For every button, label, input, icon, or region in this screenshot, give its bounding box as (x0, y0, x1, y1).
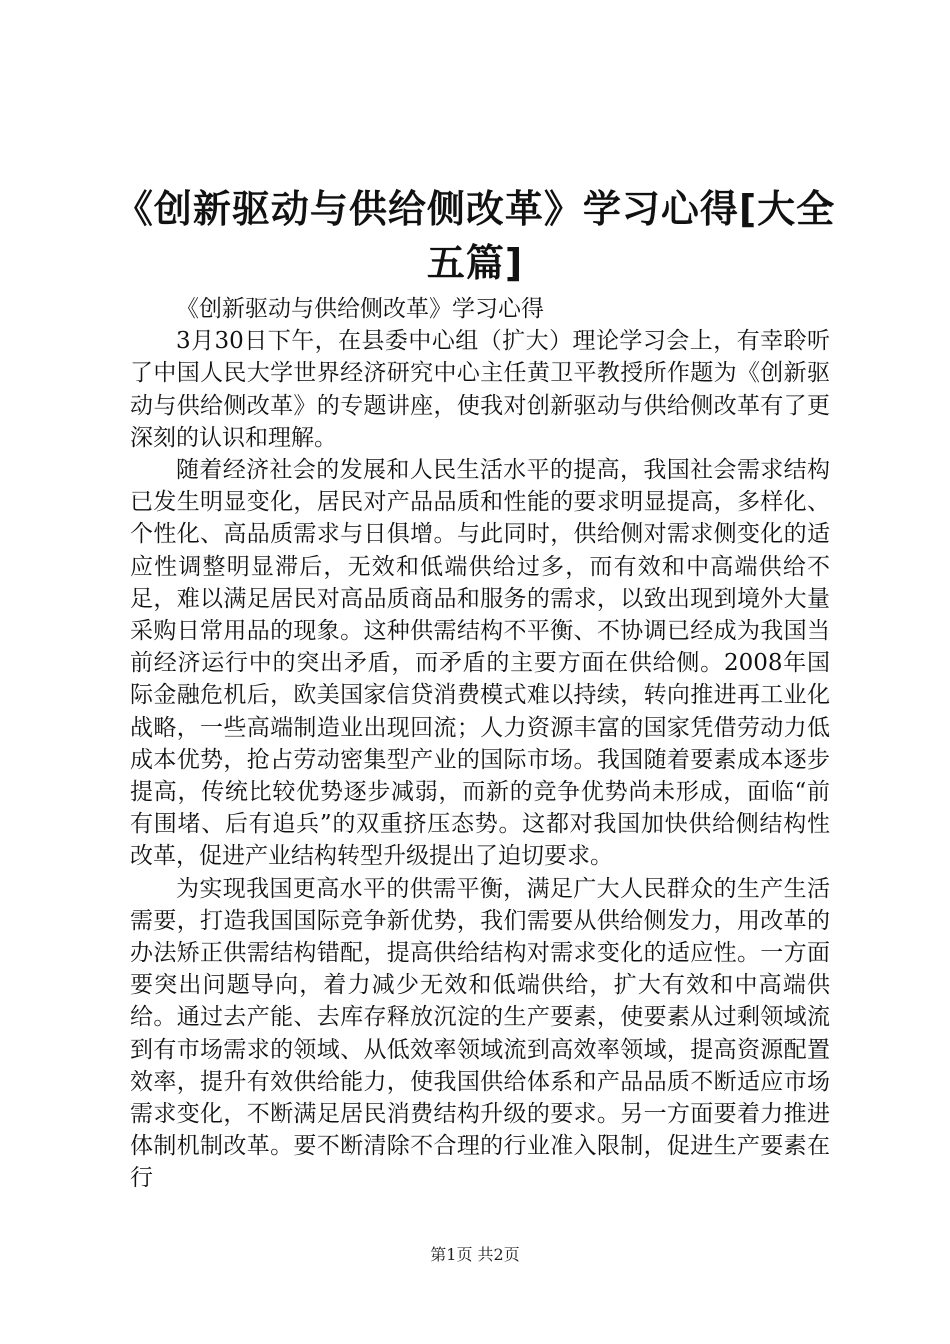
document-subtitle: 《创新驱动与供给侧改革》学习心得 (176, 296, 544, 322)
document-title: 《创新驱动与供给侧改革》学习心得[大全五篇] (114, 187, 836, 285)
page-footer: 第1页 共2页 (430, 1245, 520, 1264)
document-body (130, 293, 830, 1195)
paragraph: 随着经济社会的发展和人民生活水平的提高，我国社会需求结构已发生明显变化，居民对产品品质和性能的要求明显提高，多样化、个性化、高品质需求与日俱增。与此同时，供给侧对需求侧变化的适应性调整明显滞后，无效和低端供给过多，而有效和中高端供给不足，难以满足居民对高品质商品和服务的需求，以致出现到境外大量采购日常用品的现象。这种供需结构不平衡、不协调已经成为我国当前经济运行中的突出矛盾，而矛盾的主要方面在供给侧。2008年国际金融危机后，欧美国家信贷消费模式难以持续，转向推进再工业化战略，一些高端制造业出现回流；人力资源丰富的国家凭借劳动力低成本优势，抢占劳动密集型产业的国际市场。我国随着要素成本逐步提高，传统比较优势逐步减弱，而新的竞争优势尚未形成，面临“前有围堵、后有追兵”的双重挤压态势。这都对我国加快供给侧结构性改革，促进产业结构转型升级提出了迫切要求。 (130, 457, 830, 870)
paragraph: 3月30日下午，在县委中心组（扩大）理论学习会上，有幸聆听了中国人民大学世界经济研究中心主任黄卫平教授所作题为《创新驱动与供给侧改革》的专题讲座，使我对创新驱动与供给侧改革有了更深刻的认识和理解。 (130, 328, 830, 451)
paragraph: 为实现我国更高水平的供需平衡，满足广大人民群众的生产生活需要，打造我国国际竞争新优势，我们需要从供给侧发力，用改革的办法矫正供需结构错配，提高供给结构对需求变化的适应性。一方面要突出问题导向，着力减少无效和低端供给，扩大有效和中高端供给。通过去产能、去库存释放沉淀的生产要素，使要素从过剩领域流到有市场需求的领域、从低效率领域流到高效率领域，提高资源配置效率，提升有效供给能力，使我国供给体系和产品品质不断适应市场需求变化，不断满足居民消费结构升级的要求。另一方面要着力推进体制机制改革。要不断清除不合理的行业准入限制，促进生产要素在行 (130, 875, 830, 1192)
